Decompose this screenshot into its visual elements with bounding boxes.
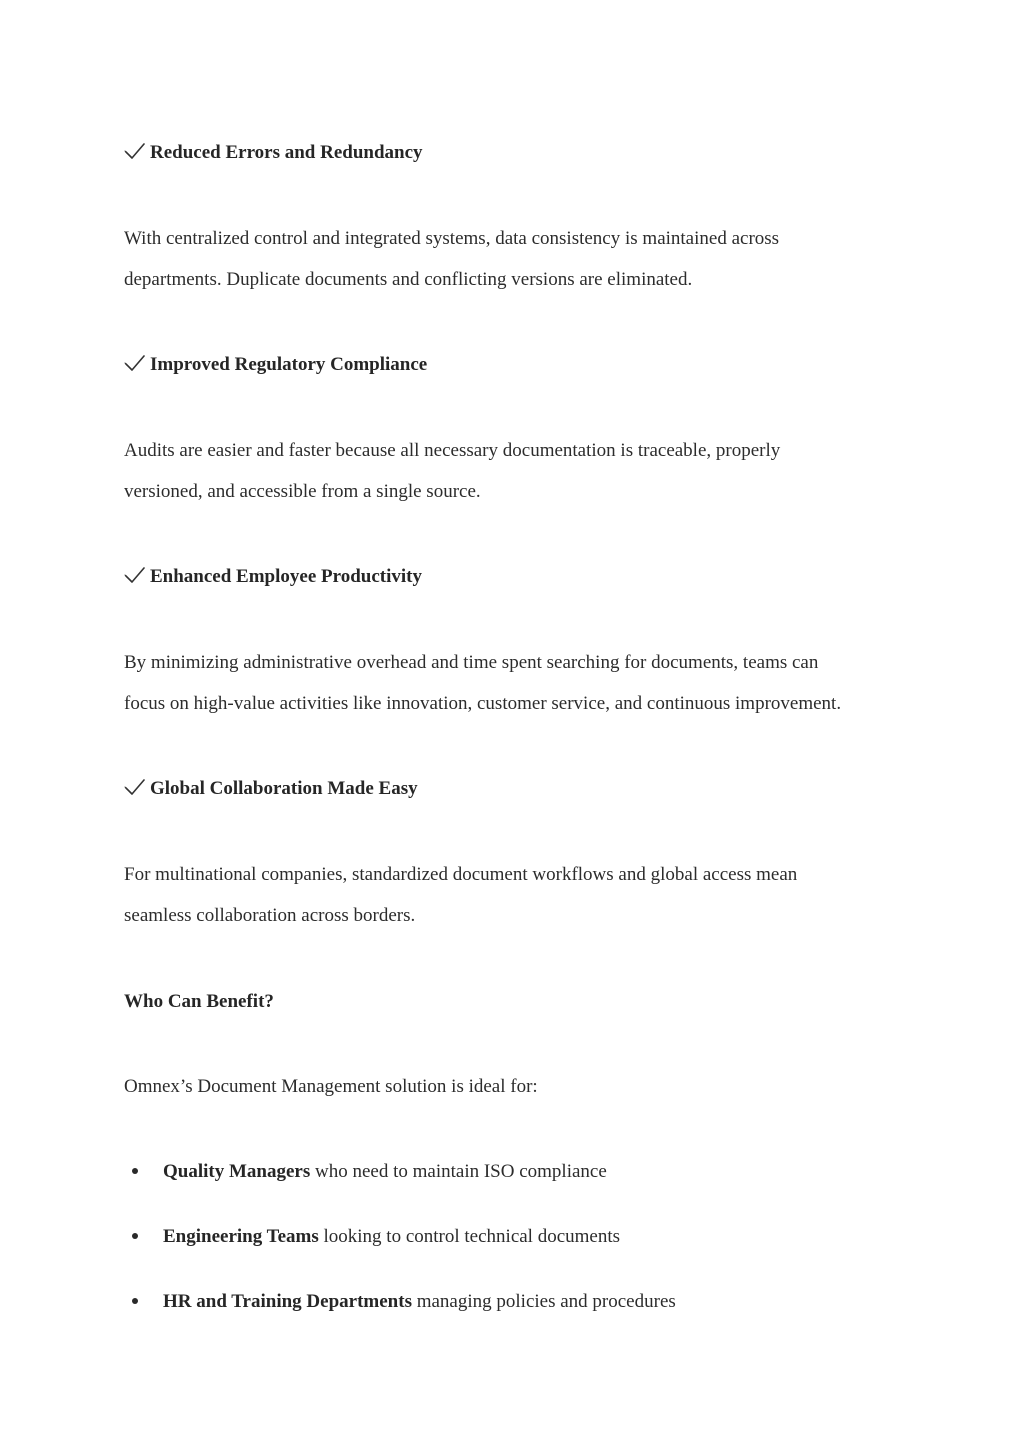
section-paragraph-global-collaboration [124,854,914,936]
paragraph-line: departments. Duplicate documents and conflicting versions are eliminated. [124,269,693,290]
section-heading-text: Improved Regulatory Compliance [150,354,428,375]
check-icon [124,777,146,797]
section-heading-text: Global Collaboration Made Easy [150,778,418,799]
list-item-text: looking to control technical documents [318,1226,621,1247]
check-icon [124,141,146,161]
section-heading-reduced-errors [124,141,423,165]
benefit-heading [124,990,274,1014]
list-item-text: who need to maintain ISO compliance [310,1161,607,1182]
bullet-icon [132,1298,138,1304]
bullet-icon [132,1233,138,1239]
check-icon [124,565,146,585]
list-item-text: managing policies and procedures [411,1291,676,1312]
section-heading-text: Enhanced Employee Productivity [150,566,422,587]
section-paragraph-regulatory-compliance [124,430,914,512]
list-item [124,1160,607,1184]
check-icon [124,353,146,373]
benefit-intro-text: Omnex’s Document Management solution is ideal for: [124,1076,538,1097]
list-item-strong: Engineering Teams [163,1226,319,1247]
paragraph-line: With centralized control and integrated systems, data consistency is maintained across [124,228,780,249]
paragraph-line: For multinational companies, standardized document workflows and global access mean [124,864,798,885]
paragraph-line: seamless collaboration across borders. [124,905,416,926]
paragraph-line: Audits are easier and faster because all necessary documentation is traceable, properly [124,440,781,461]
bullet-icon [132,1168,138,1174]
benefit-intro [124,1066,914,1107]
section-heading-global-collaboration [124,777,418,801]
section-heading-regulatory-compliance [124,353,427,377]
section-paragraph-reduced-errors [124,218,914,300]
paragraph-line: focus on high-value activities like innovation, customer service, and continuous improvement. [124,693,842,714]
section-paragraph-employee-productivity [124,642,914,724]
paragraph-line: By minimizing administrative overhead and time spent searching for documents, teams can [124,652,819,673]
list-item [124,1225,620,1249]
list-item [124,1290,676,1314]
section-heading-text: Reduced Errors and Redundancy [150,142,423,163]
list-item-strong: HR and Training Departments [163,1291,412,1312]
list-item-strong: Quality Managers [163,1161,311,1182]
paragraph-line: versioned, and accessible from a single source. [124,481,481,502]
benefit-heading-text: Who Can Benefit? [124,991,274,1012]
section-heading-employee-productivity [124,565,422,589]
